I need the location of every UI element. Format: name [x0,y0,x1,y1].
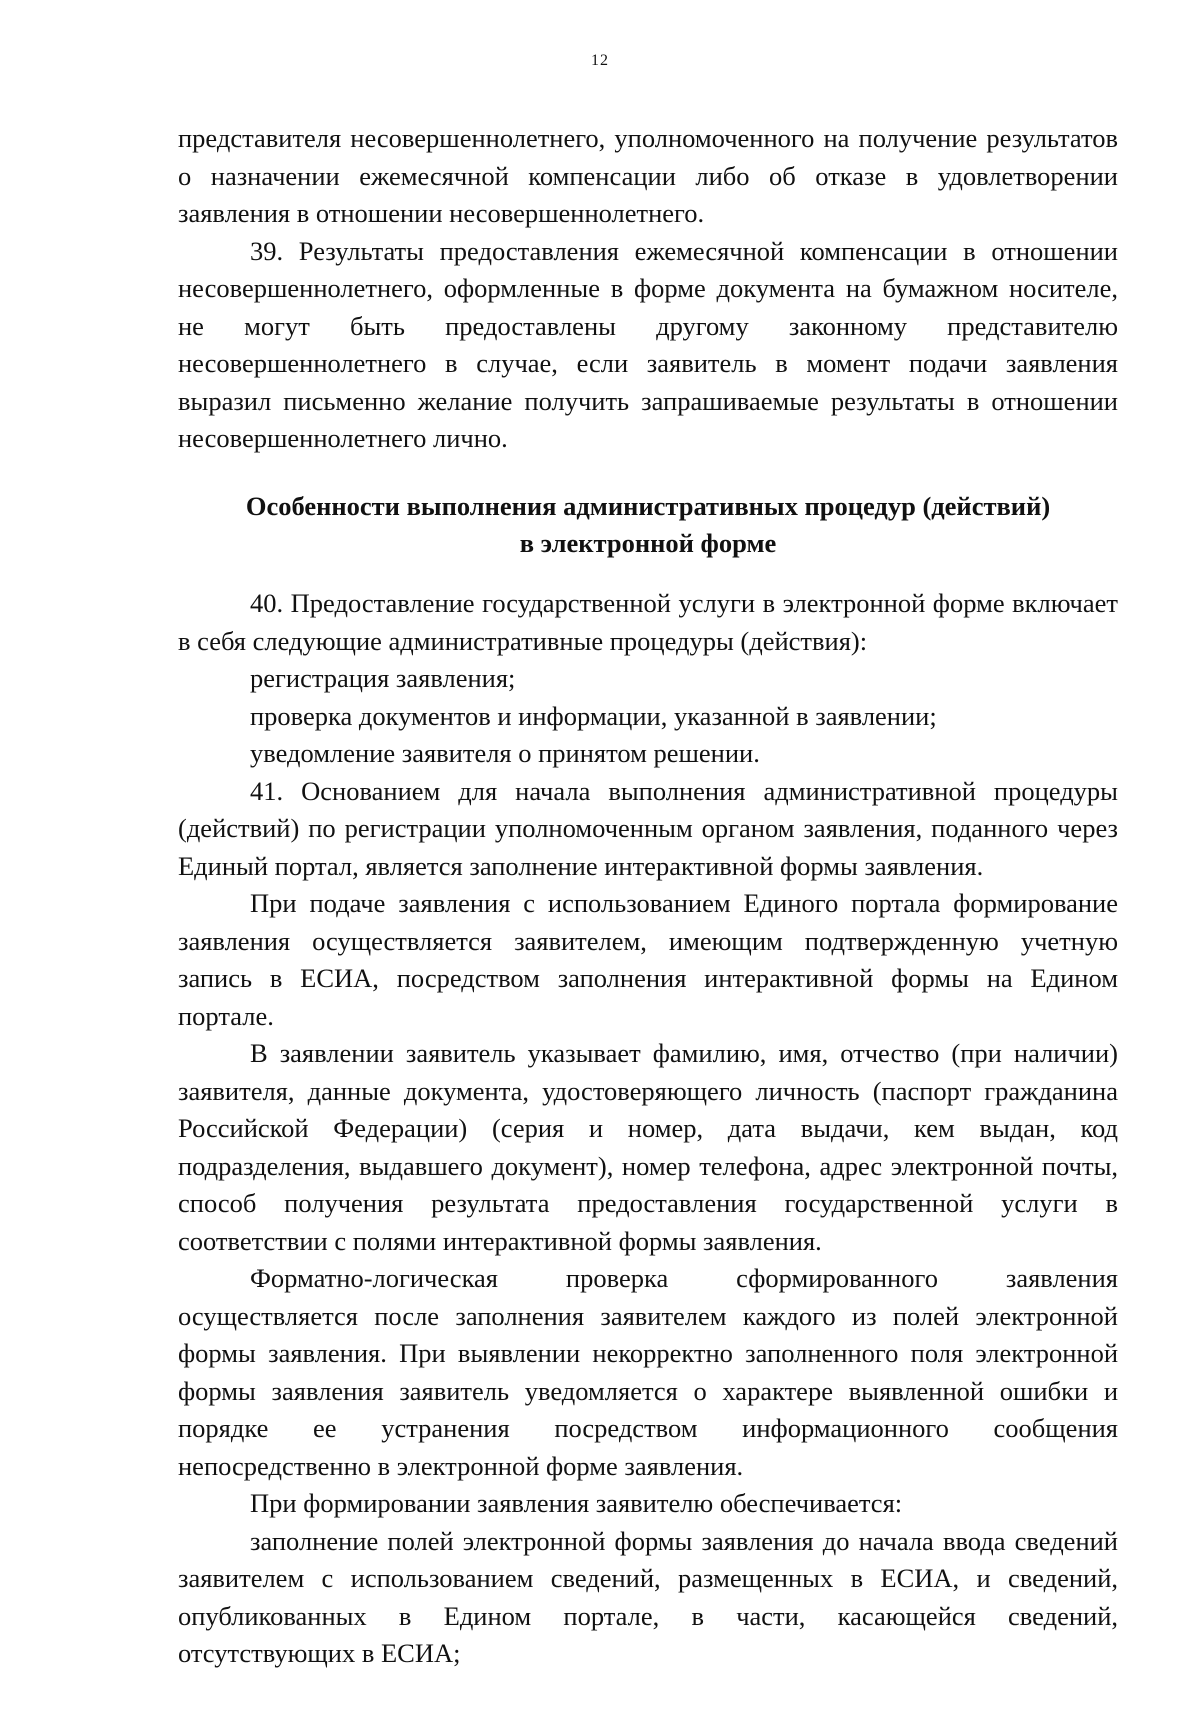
text-block-body [178,585,1118,1673]
list-item: уведомление заявителя о принятом решении. [250,738,760,768]
paragraph-41-validation: Форматно-логическая проверка сформированного заявления осуществляется после заполнения заявителем каждого из полей электронной формы заявления. При выявлении некорректно заполненного поля электронной формы заявления заявитель уведомляется о характере выявленной ошибки и порядке ее устранения посредством информационного сообщения непосредственно в электронной форме заявления. [178,1263,1118,1481]
paragraph-39: 39. Результаты предоставления ежемесячной компенсации в отношении несовершеннолетнего, оформленные в форме документа на бумажном носителе, не могут быть предоставлены другому законному представителю несовершеннолетнего в случае, если заявитель в момент подачи заявления выразил письменно желание получить запрашиваемые результаты в отношении несовершеннолетнего лично. [178,235,1118,453]
paragraph-41: 41. Основанием для начала выполнения административной процедуры (действий) по регистрации уполномоченным органом заявления, поданного через Единый портал, является заполнение интерактивной формы заявления. [178,775,1118,881]
paragraph-41-provides: При формировании заявления заявителю обеспечивается: [250,1488,903,1518]
page-number: 12 [591,52,609,69]
list-item: регистрация заявления; [250,663,516,693]
paragraph-41-autofill: заполнение полей электронной формы заявления до начала ввода сведений заявителем с использованием сведений, размещенных в ЕСИА, и сведений, опубликованных в Едином портале, в части, касающейся сведений, отсутствующих в ЕСИА; [178,1525,1118,1668]
continuation-paragraph: представителя несовершеннолетнего, уполномоченного на получение результатов о назначении ежемесячной компенсации либо об отказе в удовлетворении заявления в отношении несовершеннолетнего. [178,123,1118,228]
section-heading-line-2: в электронной форме [519,528,777,558]
paragraph-41-fields: В заявлении заявитель указывает фамилию, имя, отчество (при наличии) заявителя, данные документа, удостоверяющего личность (паспорт гражданина Российской Федерации) (серия и номер, дата выдачи, кем выдан, код подразделения, выдавшего документ), номер телефона, адрес электронной почты, способ получения результата предоставления государственной услуги в соответствии с полями интерактивной формы заявления. [178,1038,1118,1256]
list-item: проверка документов и информации, указанной в заявлении; [250,700,937,731]
section-heading-line-1: Особенности выполнения административных процедур (действий) [245,491,1051,521]
paragraph-41-submission: При подаче заявления с использованием Единого портала формирование заявления осуществляется заявителем, имеющим подтвержденную учетную запись в ЕСИА, посредством заполнения интерактивной формы на Едином портале. [178,888,1118,1031]
paragraph-40: 40. Предоставление государственной услуги в электронной форме включает в себя следующие административные процедуры (действия): [178,588,1118,656]
text-block-top [178,120,1118,458]
section-heading [178,488,1118,562]
